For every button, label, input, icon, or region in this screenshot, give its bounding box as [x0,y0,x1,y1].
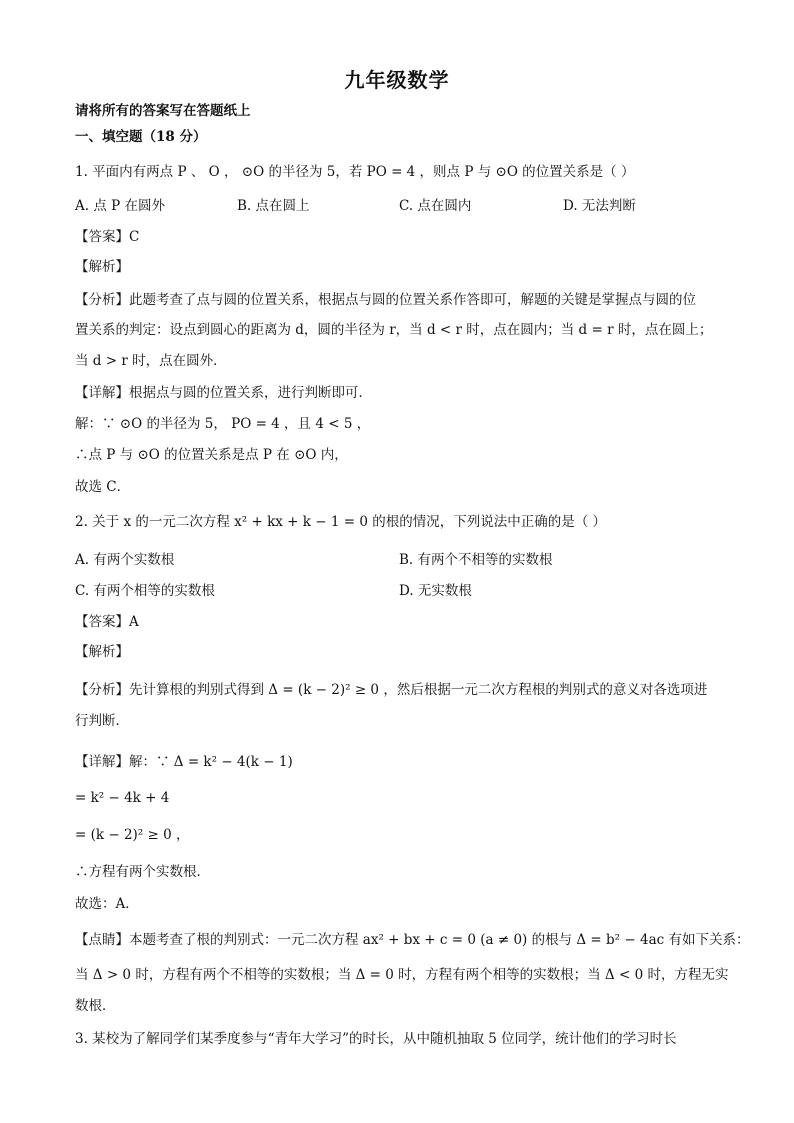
q2-detail: 【详解】解：∵ Δ = k² − 4(k − 1) [75,754,293,770]
q1-solution-line-3: 故选 C． [75,479,131,495]
q2-option-b: B. 有两个不相等的实数根 [399,552,553,568]
q1-option-a: A. 点 P 在圆外 [75,198,165,214]
q1-option-d: D. 无法判断 [563,198,636,214]
q2-comment-line-3: 数根． [75,998,116,1014]
q1-analysis-line-3: 当 d > r 时，点在圆外． [75,353,227,369]
q1-analysis-line-1: 【分析】此题考查了点与圆的位置关系，根据点与圆的位置关系作答即可，解题的关键是掌握点与圆的位 [75,292,696,308]
q1-solution-line-1: 解：∵ ⊙O 的半径为 5， PO = 4 ，且 4 < 5 ， [75,416,371,432]
q2-analysis-line-1: 【分析】先计算根的判别式得到 Δ = (k − 2)² ≥ 0 ，然后根据一元二次方程根的判别式的意义对各选项进 [75,682,708,698]
page-title: 九年级数学 [344,68,450,92]
q1-solution-line-2: ∴点 P 与 ⊙O 的位置关系是点 P 在 ⊙O 内， [75,447,348,463]
q3-stem: 3. 某校为了解同学们某季度参与“青年大学习”的时长，从中随机抽取 5 位同学，统计他们的学习时长 [75,1031,677,1047]
q2-step-4: 故选：A． [75,896,139,912]
section-heading: 一、填空题（18 分） [75,129,207,145]
q2-step-3: ∴方程有两个实数根． [75,864,210,880]
q1-option-b: B. 点在圆上 [237,198,310,214]
q2-analysis-line-2: 行判断． [75,713,129,729]
q1-option-c: C. 点在圆内 [399,198,472,214]
q2-option-a: A. 有两个实数根 [75,552,175,568]
q2-comment-line-1: 【点睛】本题考查了根的判别式：一元二次方程 ax² + bx + c = 0 (a ≠ 0) 的根与 Δ = b² − 4ac 有如下关系： [75,932,750,948]
q2-stem: 2. 关于 x 的一元二次方程 x² + kx + k − 1 = 0 的根的情况，下列说法中正确的是（ ） [75,514,606,530]
q2-option-c: C. 有两个相等的实数根 [75,583,215,599]
q1-detail: 【详解】根据点与圆的位置关系，进行判断即可． [75,385,372,401]
q2-analysis-label: 【解析】 [75,644,129,660]
instructions: 请将所有的答案写在答题纸上 [75,103,251,119]
q2-answer: 【答案】A [75,614,139,630]
q1-analysis-line-2: 置关系的判定：设点到圆心的距离为 d，圆的半径为 r，当 d < r 时，点在圆内；当 d = r 时，点在圆上； [75,322,713,338]
q1-answer: 【答案】C [75,229,140,245]
q2-comment-line-2: 当 Δ > 0 时，方程有两个不相等的实数根；当 Δ = 0 时，方程有两个相等的实数根；当 Δ < 0 时，方程无实 [75,967,729,983]
q1-stem: 1. 平面内有两点 P 、 O ， ⊙O 的半径为 5，若 PO = 4 ，则点 P 与 ⊙O 的位置关系是（ ） [75,164,635,180]
q2-step-2: = (k − 2)² ≥ 0 ， [75,827,190,843]
q1-analysis-label: 【解析】 [75,259,129,275]
q2-option-d: D. 无实数根 [399,583,472,599]
q2-step-1: = k² − 4k + 4 [75,790,170,806]
